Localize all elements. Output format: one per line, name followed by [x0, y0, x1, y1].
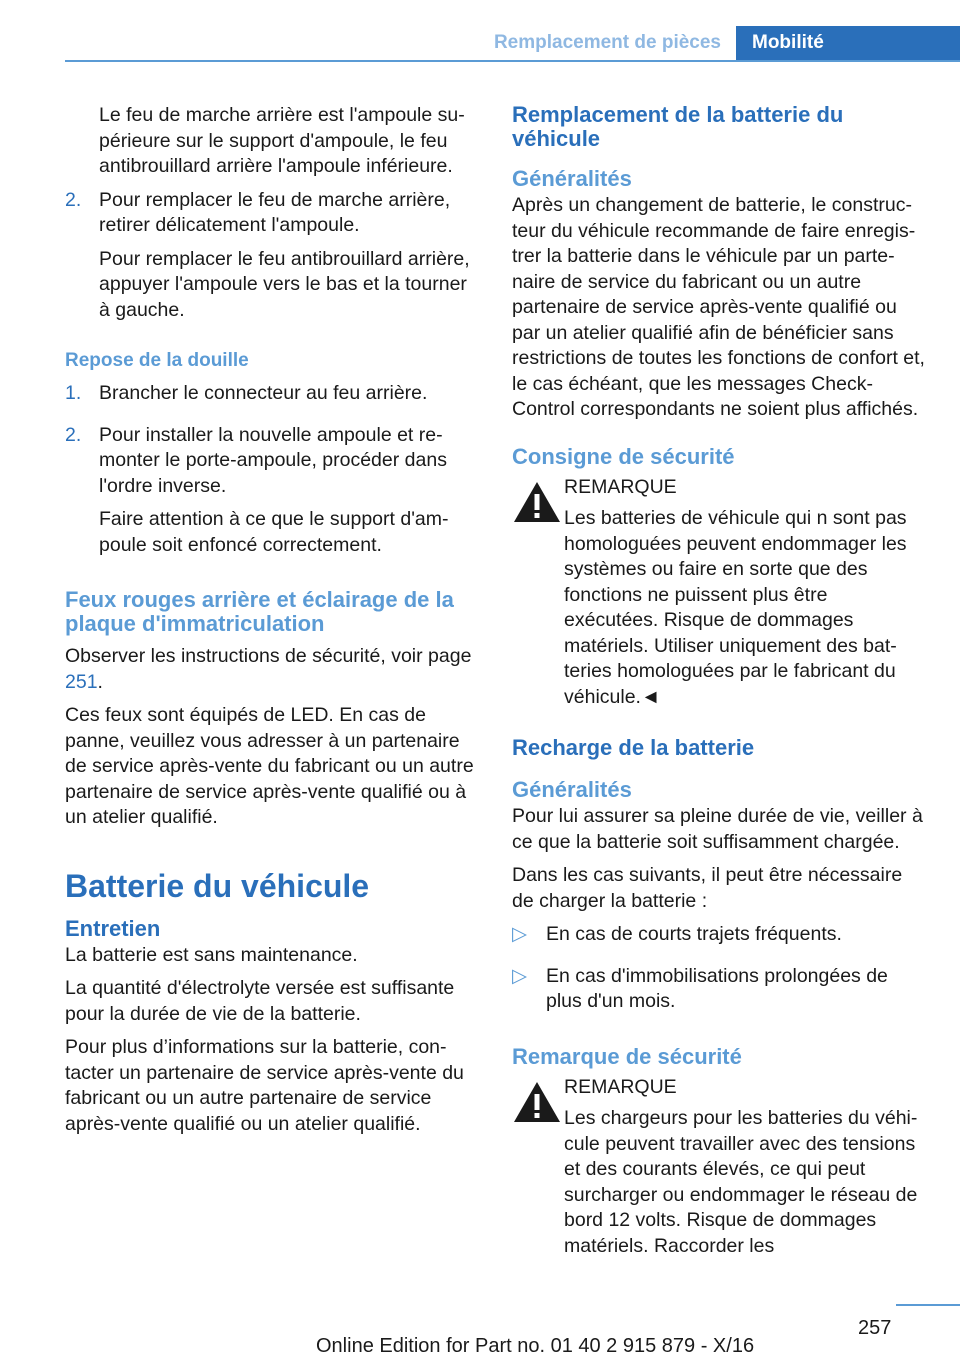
warning-block — [512, 475, 927, 711]
header-rule — [65, 60, 960, 62]
step-item — [65, 188, 475, 332]
bullet-icon: ▷ — [512, 923, 527, 945]
warning-triangle-icon — [512, 479, 562, 525]
warning-label: REMARQUE — [564, 1075, 677, 1098]
feux-paragraph — [65, 644, 475, 695]
step-text: Faire attention à ce que le support d'ampoule soit enfoncé correctement. — [99, 508, 449, 556]
step-text: Brancher le connecteur au feu arrière. — [99, 382, 428, 404]
warning-triangle-icon — [512, 1079, 562, 1125]
warning-text: Les chargeurs pour les batteries du véhicule peuvent travailler avec des tensions et des courants élevés, ce qui peut surcharger ou endommager le réseau de bord 12 volts. Risque de dommages matériels. Raccorder les — [564, 1107, 918, 1257]
recharge-heading: Recharge de la batterie — [512, 735, 755, 760]
feux-text: . — [97, 670, 103, 693]
recharge-paragraph: Dans les cas suivants, il peut être nécessaire de charger la batterie : — [512, 864, 903, 912]
repose-heading: Repose de la douille — [65, 350, 249, 371]
bullet-item — [512, 964, 927, 1023]
warning-text: Les batteries de véhicule qui n sont pas homologuées peuvent endommager les systèmes ou faire en sorte que des fonctions ne puissent plus être exécutées. Risque de dommages matériels. Utiliser uniquement des batteries homologuées par le fabricant du véhicule.◄ — [564, 507, 907, 708]
page-number: 257 — [858, 1317, 892, 1339]
step-number: 1. — [65, 382, 82, 404]
footer-rule — [896, 1304, 960, 1306]
step-text: Pour remplacer le feu de marche arrière, retirer délicatement l'ampoule. — [99, 188, 451, 236]
intro-paragraph: Le feu de marche arrière est l'ampoule supérieure sur le support d'ampoule, le feu antibrouillard arrière l'ampoule inférieure. — [99, 104, 465, 177]
warning-label: REMARQUE — [564, 475, 677, 498]
entretien-heading: Entretien — [65, 915, 161, 941]
generalites-paragraph: Après un changement de batterie, le constructeur du véhicule recommande de faire enregistrer la batterie dans le véhicule par un partenaire de service du fabricant ou un autre partenaire de service après-vente qualifié ou par un atelier qualifié afin de bénéficier sans restrictions de toutes les fonctions de confort et, le cas échéant, que les messages Check-Control correspondants ne soient plus affichés. — [512, 194, 925, 420]
remplacement-heading: Remplacement de la batterie du véhicule — [512, 102, 844, 151]
feux-text: Observer les instructions de sécurité, voir page — [65, 645, 472, 667]
consigne-heading: Consigne de sécurité — [512, 443, 735, 469]
generalites-heading: Généralités — [512, 166, 632, 191]
remarque-heading: Remarque de sécurité — [512, 1043, 742, 1069]
warning-block — [512, 1075, 927, 1260]
step-text: Pour remplacer le feu antibrouillard arrière, appuyer l'ampoule vers le bas et la tourner à gauche. — [99, 247, 470, 321]
step-item — [65, 423, 475, 567]
right-column — [512, 103, 927, 1267]
page-link[interactable]: 251 — [65, 670, 98, 693]
recharge-paragraph: Pour lui assurer sa pleine durée de vie, veiller à ce que la batterie soit suffisamment chargée. — [512, 805, 923, 853]
bullet-text: En cas d'immobilisations prolongées de plus d'un mois. — [546, 964, 888, 1012]
step-text: Pour installer la nouvelle ampoule et remonter le porte-ampoule, procéder dans l'ordre inverse. — [99, 423, 447, 497]
bullet-icon: ▷ — [512, 964, 527, 987]
step-number: 2. — [65, 423, 82, 446]
edition-line: Online Edition for Part no. 01 40 2 915 879 - X/16 — [316, 1335, 755, 1357]
bullet-item — [512, 922, 927, 956]
feux-heading: Feux rouges arrière et éclairage de la plaque d'immatriculation — [65, 587, 454, 636]
bullet-text: En cas de courts trajets fréquents. — [546, 923, 842, 945]
step-number: 2. — [65, 188, 82, 211]
entretien-paragraph: Pour plus d’informations sur la batterie, contacter un partenaire de service après-vente du fabricant ou un autre partenaire de service après-vente qualifié ou un atelier qualifié. — [65, 1036, 464, 1135]
header-section-title: Remplacement de pièces — [493, 32, 721, 53]
entretien-paragraph: La quantité d'électrolyte versée est suffisante pour la durée de vie de la batterie. — [65, 977, 455, 1025]
page-header — [65, 26, 960, 62]
feux-paragraph: Ces feux sont équipés de LED. En cas de panne, veuillez vous adresser à un partenaire de service après-vente du fabricant ou un autre partenaire de service après-vente qualifié ou à un atelier qualifié. — [65, 704, 474, 828]
step-item — [65, 381, 475, 415]
entretien-paragraph: La batterie est sans maintenance. — [65, 943, 358, 966]
generalites-heading: Généralités — [512, 777, 632, 802]
header-chapter-tab: Mobilité — [736, 26, 960, 62]
left-column — [65, 103, 475, 1145]
batterie-heading: Batterie du véhicule — [65, 867, 370, 904]
